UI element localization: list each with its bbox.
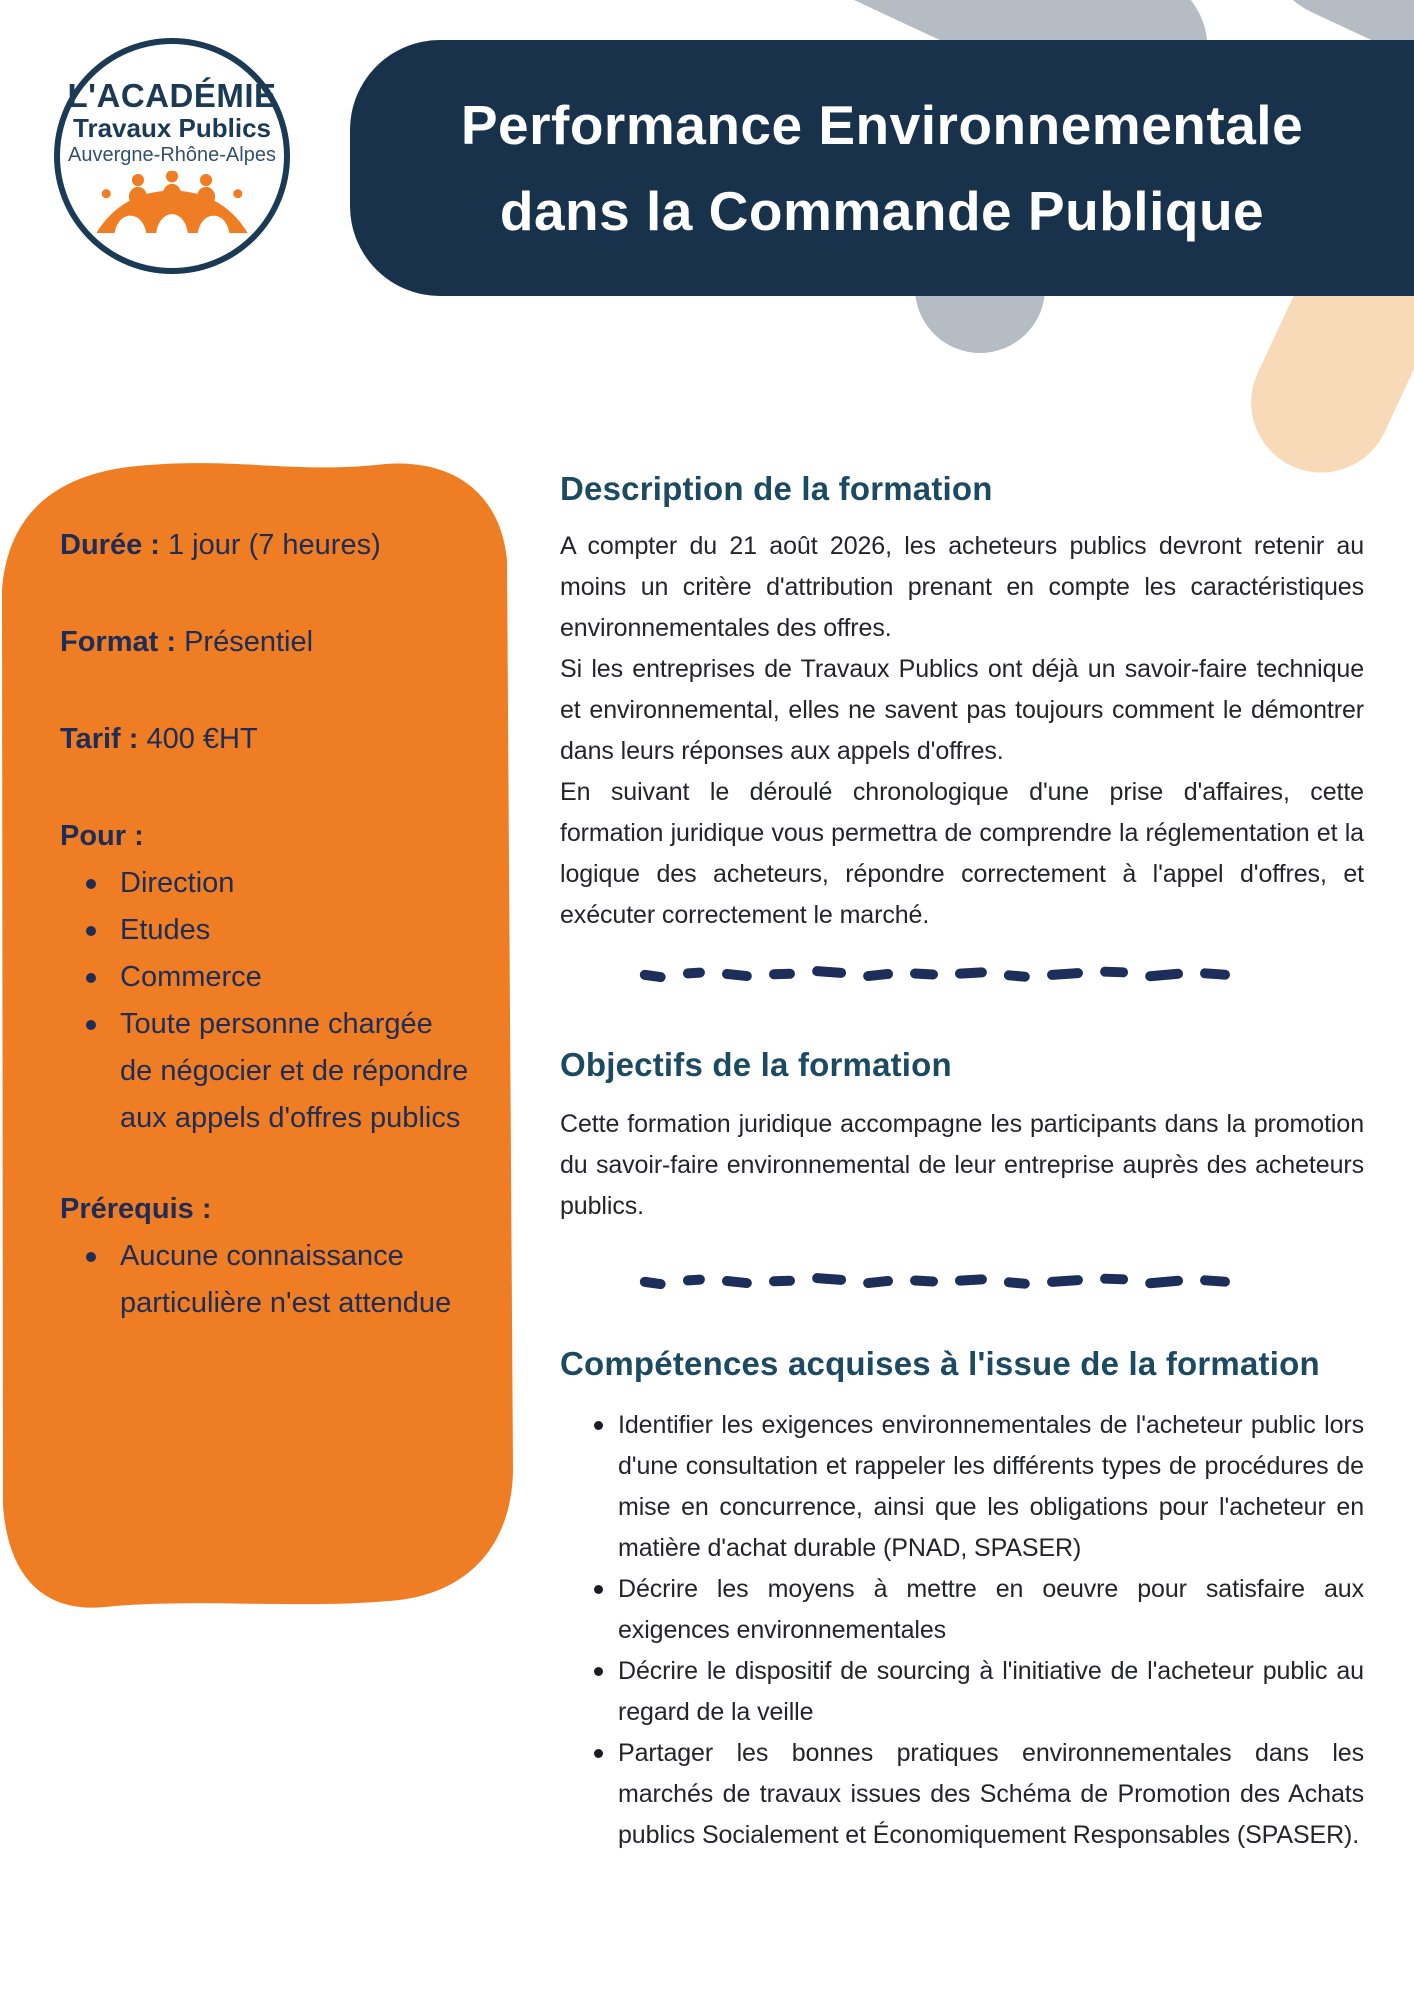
list-item: Aucune connaissance particulière n'est attendue	[120, 1233, 472, 1327]
list-item: Commerce	[120, 954, 472, 1001]
page-title-line-1: Performance Environnementale	[460, 94, 1304, 156]
main-content	[560, 470, 1364, 1856]
list-item: Direction	[120, 860, 472, 907]
list-item: Décrire les moyens à mettre en oeuvre pour satisfaire aux exigences environnementales	[618, 1569, 1364, 1651]
prerequisites-list	[60, 1233, 495, 1327]
list-item: Toute personne chargée de négocier et de répondre aux appels d'offres publics	[120, 1001, 472, 1142]
prerequisites-group	[60, 1186, 495, 1327]
title-banner	[350, 40, 1414, 296]
list-item: Identifier les exigences environnementales de l'acheteur public lors d'une consultation et rappeler les différents types de procédures de mise en concurrence, ainsi que les obligations pour l'acheteur en matière d'achat durable (PNAD, SPASER)	[618, 1405, 1364, 1569]
price-field	[60, 716, 495, 763]
section-heading-objectives: Objectifs de la formation	[560, 1046, 952, 1083]
logo-academy-name: L'ACADÉMIE	[67, 77, 277, 114]
format-label: Format :	[60, 626, 185, 658]
academy-logo-badge	[54, 38, 290, 274]
description-paragraph: A compter du 21 août 2026, les acheteurs publics devront retenir au moins un critère d'attribution prenant en compte les caractéristiques environnementales des offres.	[560, 532, 1364, 642]
logo-region-name: Auvergne-Rhône-Alpes	[68, 144, 276, 166]
audience-label: Pour :	[60, 820, 144, 852]
list-item: Décrire le dispositif de sourcing à l'initiative de l'acheteur public au regard de la veille	[618, 1651, 1364, 1733]
skills-list	[560, 1405, 1364, 1856]
duration-label: Durée :	[60, 529, 168, 561]
description-paragraph: Si les entreprises de Travaux Publics ont déjà un savoir-faire technique et environnemental, elles ne savent pas toujours comment le démontrer dans leurs réponses aux appels d'offres.	[560, 655, 1364, 765]
price-value: 400 €HT	[146, 723, 258, 755]
logo-organization-name: Travaux Publics	[73, 113, 271, 143]
audience-group	[60, 813, 495, 1142]
bridge-people-icon	[96, 171, 248, 233]
format-field	[60, 619, 495, 666]
course-info-sidebar	[60, 522, 495, 1327]
dashed-divider	[640, 966, 1240, 982]
duration-field	[60, 522, 495, 569]
section-heading-description: Description de la formation	[560, 470, 993, 507]
page-title-line-2: dans la Commande Publique	[499, 180, 1265, 242]
price-label: Tarif :	[60, 723, 147, 755]
dashed-divider	[640, 1273, 1240, 1289]
list-item: Partager les bonnes pratiques environnementales dans les marchés de travaux issues des Schéma de Promotion des Achats publics Socialement et Économiquement Responsables (SPASER).	[618, 1733, 1364, 1856]
prerequisites-label: Prérequis :	[60, 1193, 212, 1225]
description-paragraph: En suivant le déroulé chronologique d'une prise d'affaires, cette formation juridique vous permettra de comprendre la réglementation et la logique des acheteurs, répondre correctement à l'appel d'offres, et exécuter correctement le marché.	[560, 778, 1364, 929]
audience-list	[60, 860, 495, 1142]
list-item: Etudes	[120, 907, 472, 954]
duration-value: 1 jour (7 heures)	[167, 529, 381, 561]
format-value: Présentiel	[184, 626, 314, 658]
objectives-paragraph: Cette formation juridique accompagne les participants dans la promotion du savoir-faire environnemental de leur entreprise auprès des acheteurs publics.	[560, 1110, 1364, 1220]
section-heading-skills: Compétences acquises à l'issue de la formation	[560, 1345, 1320, 1382]
